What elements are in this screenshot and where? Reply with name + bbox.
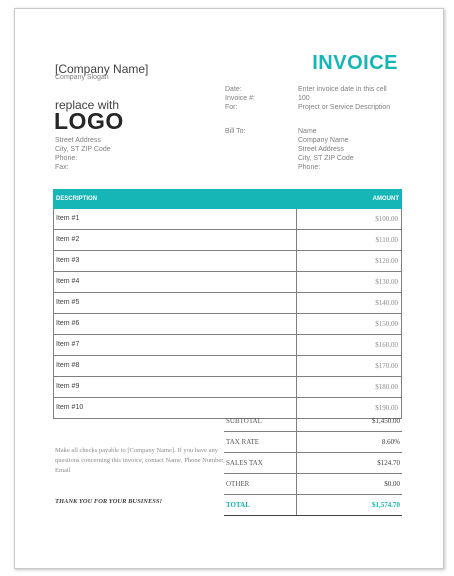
- table-row: [54, 356, 401, 377]
- item-description[interactable]: Item #3: [56, 257, 80, 264]
- date-label: Date:: [225, 86, 242, 93]
- bill-to-company[interactable]: Company Name: [298, 137, 349, 144]
- item-description[interactable]: Item #4: [56, 278, 80, 285]
- item-amount[interactable]: $160.00: [375, 341, 398, 349]
- item-amount[interactable]: $190.00: [375, 404, 398, 412]
- table-row: [54, 251, 401, 272]
- subtotal-value: $1,450.00: [372, 417, 400, 425]
- sales-tax-label: SALES TAX: [226, 459, 263, 467]
- table-header: [53, 189, 402, 209]
- item-amount[interactable]: $140.00: [375, 299, 398, 307]
- invoice-number-value[interactable]: 100: [298, 95, 310, 102]
- table-row: [54, 272, 401, 293]
- company-slogan: Company Slogan: [55, 74, 109, 81]
- table-row: [54, 335, 401, 356]
- date-value[interactable]: Enter invoice date in this cell: [298, 86, 387, 93]
- logo-placeholder-text: replace with: [55, 98, 120, 112]
- invoice-meta-values: [298, 85, 390, 112]
- bill-to-street[interactable]: Street Address: [298, 146, 344, 153]
- totals-block: [224, 411, 402, 516]
- company-fax: Fax:: [55, 164, 69, 171]
- company-city: City, ST ZIP Code: [55, 146, 111, 153]
- company-name: [Company Name]: [55, 62, 149, 76]
- item-amount[interactable]: $170.00: [375, 362, 398, 370]
- total-label: TOTAL: [226, 501, 250, 509]
- item-amount[interactable]: $120.00: [375, 257, 398, 265]
- other-label: OTHER: [226, 480, 250, 488]
- for-value[interactable]: Project or Service Description: [298, 104, 391, 111]
- bill-to-name[interactable]: Name: [298, 128, 317, 135]
- item-description[interactable]: Item #1: [56, 215, 80, 222]
- logo-placeholder: LOGO: [54, 108, 124, 134]
- sales-tax-row: [224, 453, 402, 474]
- item-description[interactable]: Item #7: [56, 341, 80, 348]
- item-amount[interactable]: $180.00: [375, 383, 398, 391]
- total-row: [224, 495, 402, 516]
- item-description[interactable]: Item #5: [56, 299, 80, 306]
- invoice-title: INVOICE: [312, 52, 398, 74]
- other-row: [224, 474, 402, 495]
- subtotal-row: [224, 411, 402, 432]
- other-value[interactable]: $0.00: [384, 480, 400, 488]
- table-row: [54, 293, 401, 314]
- item-description[interactable]: Item #2: [56, 236, 80, 243]
- table-row: [54, 209, 401, 230]
- company-street: Street Address: [55, 137, 101, 144]
- item-amount[interactable]: $130.00: [375, 278, 398, 286]
- thank-you-message: THANK YOU FOR YOUR BUSINESS!: [55, 498, 163, 505]
- subtotal-label: SUBTOTAL: [226, 417, 262, 425]
- item-description[interactable]: Item #10: [56, 404, 84, 411]
- company-address: [55, 136, 111, 172]
- invoice-number-label: Invoice #:: [225, 95, 255, 102]
- table-row: [54, 377, 401, 398]
- description-header: DESCRIPTION: [56, 196, 98, 202]
- item-description[interactable]: Item #9: [56, 383, 80, 390]
- bill-to-block: [298, 127, 354, 172]
- item-description[interactable]: Item #6: [56, 320, 80, 327]
- tax-rate-label: TAX RATE: [226, 438, 260, 446]
- payment-note: Make all checks payable to [Company Name]. If you have any questions concerning this invoice, contact Name, Phone Number, Email: [55, 447, 225, 474]
- line-items-table: [53, 189, 402, 419]
- invoice-meta-labels: [225, 85, 255, 112]
- sales-tax-value: $124.70: [377, 459, 400, 467]
- item-amount[interactable]: $100.00: [375, 215, 398, 223]
- table-row: [54, 230, 401, 251]
- table-row: [54, 314, 401, 335]
- tax-rate-value[interactable]: 8.60%: [381, 438, 400, 446]
- amount-header: AMOUNT: [372, 196, 399, 202]
- for-label: For:: [225, 104, 238, 111]
- item-amount[interactable]: $110.00: [375, 236, 398, 244]
- tax-rate-row: [224, 432, 402, 453]
- bill-to-city[interactable]: City, ST ZIP Code: [298, 155, 354, 162]
- total-value: $1,574.70: [372, 501, 400, 509]
- bill-to-label: Bill To:: [225, 128, 246, 135]
- item-amount[interactable]: $150.00: [375, 320, 398, 328]
- bill-to-phone[interactable]: Phone:: [298, 164, 321, 171]
- item-description[interactable]: Item #8: [56, 362, 80, 369]
- table-body: [53, 209, 402, 419]
- company-phone: Phone:: [55, 155, 78, 162]
